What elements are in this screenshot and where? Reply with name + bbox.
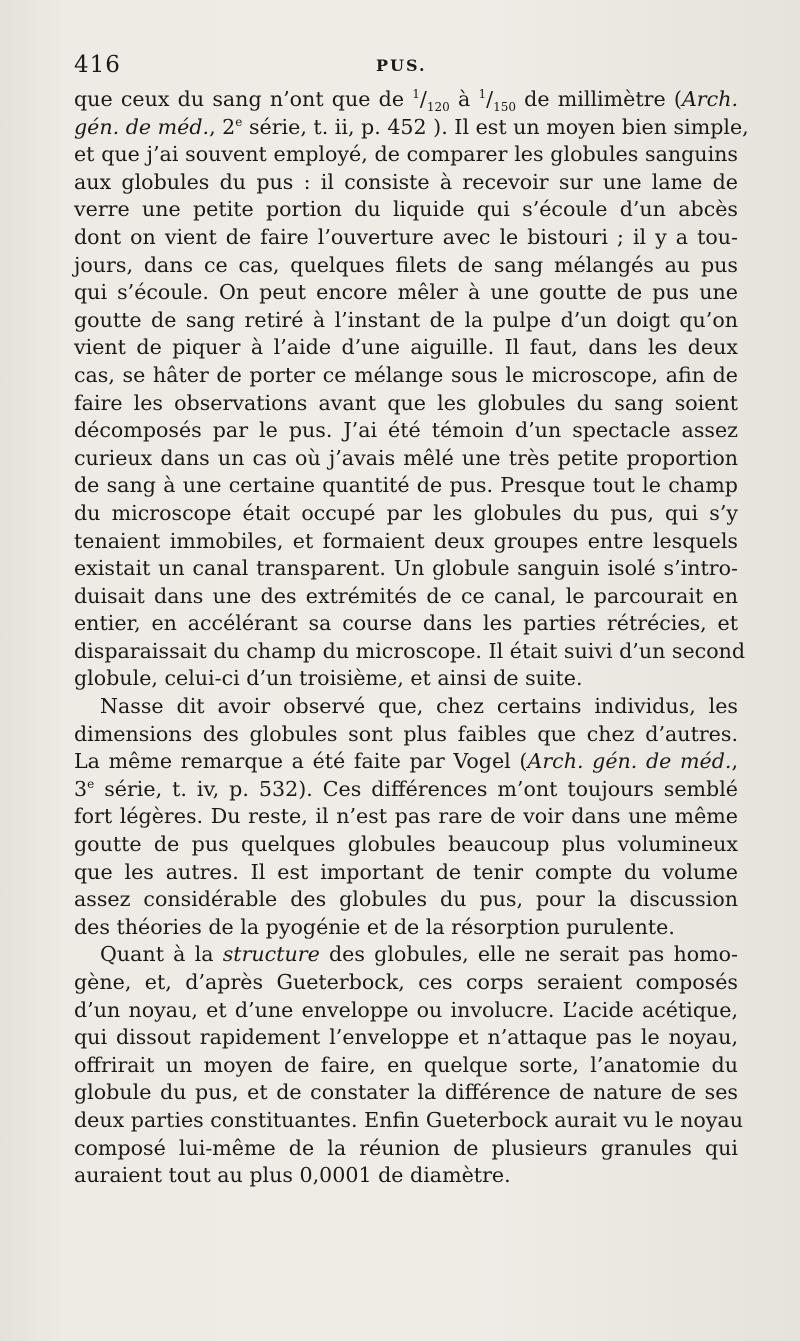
text-line: qui dissout rapidement l’enveloppe et n’attaque pas le noyau,	[74, 1025, 738, 1050]
text-line: gén. de méd., 2e série, t. ii, p. 452 ). Il est un moyen bien simple,	[74, 114, 749, 139]
text-line: Nasse dit avoir observé que, chez certains individus, les	[100, 694, 738, 719]
text-line: jours, dans ce cas, quelques filets de sang mélangés au pus	[74, 252, 738, 277]
text-line: décomposés par le pus. J’ai été témoin d’un spectacle assez	[74, 418, 738, 443]
text-line: existait un canal transparent. Un globule sanguin isolé s’intro-	[74, 556, 738, 581]
text-line: globule, celui-ci d’un troisième, et ainsi de suite.	[74, 666, 583, 691]
text-line: tenaient immobiles, et formaient deux groupes entre lesquels	[74, 528, 738, 553]
text-line: dont on vient de faire l’ouverture avec le bistouri ; il y a tou-	[74, 224, 738, 249]
text-line: goutte de pus quelques globules beaucoup plus volumineux	[74, 832, 738, 857]
text-line: du microscope était occupé par les globules du pus, qui s’y	[74, 500, 738, 525]
text-line: auraient tout au plus 0,0001 de diamètre.	[74, 1163, 511, 1188]
text-line: entier, en accélérant sa course dans les parties rétrécies, et	[74, 611, 738, 636]
text-line: offrirait un moyen de faire, en quelque sorte, l’anatomie du	[74, 1052, 738, 1077]
paragraph	[74, 86, 749, 693]
body-text	[74, 86, 749, 1190]
text-line: aux globules du pus : il consiste à recevoir sur une lame de	[74, 169, 738, 194]
text-line: verre une petite portion du liquide qui s’écoule d’un abcès	[74, 197, 738, 222]
text-line: 3e série, t. iv, p. 532). Ces différences m’ont toujours semblé	[74, 776, 738, 801]
text-line: et que j’ai souvent employé, de comparer les globules sanguins	[74, 142, 738, 167]
paragraph	[74, 941, 743, 1189]
text-line: dimensions des globules sont plus faibles que chez d’autres.	[74, 721, 738, 746]
text-line: disparaissait du champ du microscope. Il était suivi d’un second	[74, 638, 746, 663]
text-line: composé lui-même de la réunion de plusieurs granules qui	[74, 1135, 738, 1160]
text-line: curieux dans un cas où j’avais mêlé une très petite proportion	[74, 445, 738, 470]
text-line: d’un noyau, et d’une enveloppe ou involucre. L’acide acétique,	[74, 997, 738, 1022]
page-number: 416	[74, 52, 121, 78]
text-line: des théories de la pyogénie et de la résorption purulente.	[74, 914, 675, 939]
text-line: vient de piquer à l’aide d’une aiguille. Il faut, dans les deux	[74, 335, 738, 360]
text-line: cas, se hâter de porter ce mélange sous le microscope, afin de	[74, 362, 738, 387]
text-line: deux parties constituantes. Enfin Gueterbock aurait vu le noyau	[74, 1107, 743, 1132]
text-line: Quant à la structure des globules, elle ne serait pas homo-	[100, 942, 739, 967]
text-line: globule du pus, et de constater la différence de nature de ses	[74, 1080, 738, 1105]
text-line: faire les observations avant que les globules du sang soient	[74, 390, 738, 415]
text-line: duisait dans une des extrémités de ce canal, le parcourait en	[74, 583, 738, 608]
text-line: fort légères. Du reste, il n’est pas rare de voir dans une même	[74, 804, 738, 829]
text-line: que ceux du sang n’ont que de $^1/_{120}$ à $^1/_{150}$ de millimètre (Arch.	[74, 87, 738, 115]
text-line: que les autres. Il est important de tenir compte du volume	[74, 859, 738, 884]
text-line: La même remarque a été faite par Vogel (Arch. gén. de méd.,	[74, 749, 738, 774]
text-line: gène, et, d’après Gueterbock, ces corps seraient composés	[74, 970, 738, 994]
text-line: qui s’écoule. On peut encore mêler à une goutte de pus une	[74, 280, 738, 305]
text-line: de sang à une certaine quantité de pus. Presque tout le champ	[74, 473, 738, 498]
running-title: PUS.	[376, 56, 427, 75]
paragraph	[74, 693, 738, 941]
text-line: goutte de sang retiré à l’instant de la pulpe d’un doigt qu’on	[74, 307, 738, 332]
text-line: assez considérable des globules du pus, pour la discussion	[74, 887, 738, 912]
page-header	[74, 52, 734, 84]
